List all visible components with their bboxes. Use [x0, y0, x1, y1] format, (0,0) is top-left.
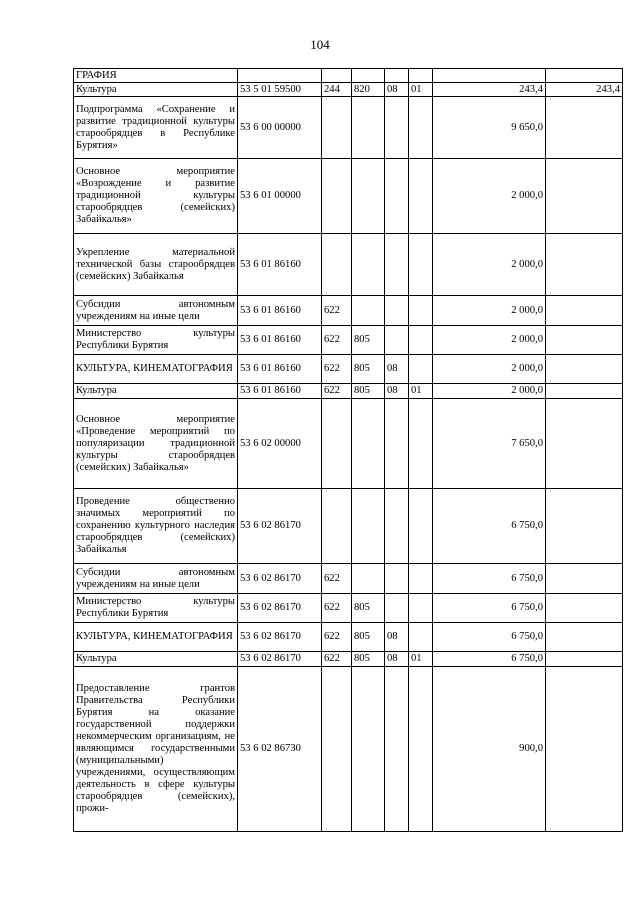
row-vr [322, 489, 352, 564]
row-pr [409, 296, 433, 326]
row-vr [322, 69, 352, 83]
row-pr [409, 159, 433, 234]
row-sum: 6 750,0 [433, 594, 546, 623]
row-rz [385, 667, 409, 832]
row-sum-2 [546, 234, 623, 296]
row-sum: 2 000,0 [433, 234, 546, 296]
table-row [74, 326, 623, 355]
row-pr [409, 97, 433, 159]
row-ved: 805 [352, 594, 385, 623]
row-sum: 2 000,0 [433, 326, 546, 355]
row-name: Культура [74, 83, 238, 97]
row-ved: 820 [352, 83, 385, 97]
row-ved [352, 97, 385, 159]
row-ved: 805 [352, 384, 385, 399]
table-row [74, 355, 623, 384]
row-name: КУЛЬТУРА, КИНЕМАТОГРАФИЯ [74, 623, 238, 652]
row-ved [352, 159, 385, 234]
row-ved [352, 667, 385, 832]
row-name: Министерство культуры Республики Бурятия [74, 326, 238, 355]
row-sum-2 [546, 489, 623, 564]
row-vr [322, 399, 352, 489]
row-vr: 622 [322, 296, 352, 326]
row-pr: 01 [409, 83, 433, 97]
row-vr: 244 [322, 83, 352, 97]
row-name: Субсидии автономным учреждениям на иные цели [74, 296, 238, 326]
row-name: Министерство культуры Республики Бурятия [74, 594, 238, 623]
row-ved: 805 [352, 355, 385, 384]
row-name: Укрепление материальной технической базы старообрядцев (семейских) Забайкалья [74, 234, 238, 296]
table-row [74, 159, 623, 234]
row-sum: 900,0 [433, 667, 546, 832]
row-sum-2 [546, 355, 623, 384]
row-name: Субсидии автономным учреждениям на иные цели [74, 564, 238, 594]
row-code: 53 6 02 86170 [238, 652, 322, 667]
row-name: КУЛЬТУРА, КИНЕМАТОГРАФИЯ [74, 355, 238, 384]
row-sum-2 [546, 69, 623, 83]
row-rz [385, 594, 409, 623]
row-code: 53 6 00 00000 [238, 97, 322, 159]
row-name: Основное мероприятие «Возрождение и развитие традиционной культуры старообрядцев (семейских) Забайкалья» [74, 159, 238, 234]
row-code: 53 5 01 59500 [238, 83, 322, 97]
row-code: 53 6 02 00000 [238, 399, 322, 489]
row-vr [322, 159, 352, 234]
row-ved [352, 234, 385, 296]
row-vr: 622 [322, 623, 352, 652]
row-vr: 622 [322, 326, 352, 355]
row-name: Подпрограмма «Сохранение и развитие традиционной культуры старообрядцев в Республике Бурятия» [74, 97, 238, 159]
row-pr: 01 [409, 652, 433, 667]
row-rz: 08 [385, 652, 409, 667]
row-pr [409, 399, 433, 489]
row-vr: 622 [322, 594, 352, 623]
row-rz: 08 [385, 384, 409, 399]
row-vr [322, 234, 352, 296]
table-row [74, 623, 623, 652]
row-rz [385, 326, 409, 355]
table-row [74, 652, 623, 667]
row-sum: 6 750,0 [433, 564, 546, 594]
row-pr [409, 564, 433, 594]
row-name: ГРАФИЯ [74, 69, 238, 83]
row-sum-2 [546, 564, 623, 594]
row-rz [385, 399, 409, 489]
row-name: Культура [74, 652, 238, 667]
row-sum: 2 000,0 [433, 355, 546, 384]
row-pr [409, 667, 433, 832]
table-row [74, 83, 623, 97]
row-code: 53 6 01 86160 [238, 296, 322, 326]
row-vr: 622 [322, 652, 352, 667]
page-number: 104 [310, 37, 330, 52]
row-ved [352, 564, 385, 594]
row-code: 53 6 01 86160 [238, 355, 322, 384]
row-rz: 08 [385, 83, 409, 97]
row-sum-2 [546, 326, 623, 355]
row-sum-2 [546, 652, 623, 667]
row-rz: 08 [385, 623, 409, 652]
row-pr [409, 355, 433, 384]
row-ved: 805 [352, 623, 385, 652]
row-pr [409, 234, 433, 296]
row-name: Предоставление грантов Правительства Республики Бурятия на оказание государственной поддержки некоммерческим организациям, не являющимся государственными (муниципальными) учреждениями, осуществляющим деятельность в сфере культуры старообрядцев (семейских), прожи- [74, 667, 238, 832]
row-rz [385, 296, 409, 326]
row-sum: 7 650,0 [433, 399, 546, 489]
row-ved [352, 69, 385, 83]
row-sum-2 [546, 594, 623, 623]
row-vr [322, 97, 352, 159]
row-code [238, 69, 322, 83]
row-rz [385, 489, 409, 564]
row-code: 53 6 02 86170 [238, 564, 322, 594]
row-sum-2 [546, 399, 623, 489]
row-rz: 08 [385, 355, 409, 384]
row-pr [409, 489, 433, 564]
row-sum: 6 750,0 [433, 489, 546, 564]
row-vr: 622 [322, 384, 352, 399]
row-rz [385, 97, 409, 159]
row-name: Культура [74, 384, 238, 399]
row-pr [409, 69, 433, 83]
row-sum-2 [546, 623, 623, 652]
row-sum-2 [546, 667, 623, 832]
row-sum: 243,4 [433, 83, 546, 97]
table-row [74, 234, 623, 296]
row-code: 53 6 01 86160 [238, 234, 322, 296]
row-ved: 805 [352, 652, 385, 667]
row-ved: 805 [352, 326, 385, 355]
table-row [74, 399, 623, 489]
row-sum: 6 750,0 [433, 623, 546, 652]
row-rz [385, 564, 409, 594]
row-sum-2: 243,4 [546, 83, 623, 97]
row-sum-2 [546, 384, 623, 399]
row-sum: 2 000,0 [433, 159, 546, 234]
table-row [74, 384, 623, 399]
row-vr: 622 [322, 564, 352, 594]
row-ved [352, 296, 385, 326]
budget-table [73, 68, 623, 832]
table-row [74, 296, 623, 326]
row-code: 53 6 01 86160 [238, 326, 322, 355]
row-rz [385, 69, 409, 83]
table-row [74, 594, 623, 623]
row-vr [322, 667, 352, 832]
row-sum: 2 000,0 [433, 384, 546, 399]
row-name: Основное мероприятие «Проведение мероприятий по популяризации традиционной культуры старообрядцев (семейских) Забайкалья» [74, 399, 238, 489]
table-row [74, 97, 623, 159]
row-name: Проведение общественно значимых мероприятий по сохранению культурного наследия старообрядцев (семейских) Забайкалья [74, 489, 238, 564]
row-pr: 01 [409, 384, 433, 399]
row-code: 53 6 02 86170 [238, 623, 322, 652]
row-sum: 9 650,0 [433, 97, 546, 159]
row-code: 53 6 01 00000 [238, 159, 322, 234]
row-rz [385, 234, 409, 296]
row-vr: 622 [322, 355, 352, 384]
table-row [74, 69, 623, 83]
row-pr [409, 623, 433, 652]
row-sum-2 [546, 296, 623, 326]
row-ved [352, 489, 385, 564]
row-sum-2 [546, 159, 623, 234]
row-code: 53 6 02 86170 [238, 489, 322, 564]
row-sum: 6 750,0 [433, 652, 546, 667]
table-row [74, 564, 623, 594]
row-ved [352, 399, 385, 489]
row-sum-2 [546, 97, 623, 159]
row-code: 53 6 01 86160 [238, 384, 322, 399]
row-rz [385, 159, 409, 234]
table-row [74, 489, 623, 564]
row-pr [409, 326, 433, 355]
row-code: 53 6 02 86730 [238, 667, 322, 832]
table-row [74, 667, 623, 832]
row-code: 53 6 02 86170 [238, 594, 322, 623]
row-sum: 2 000,0 [433, 296, 546, 326]
row-pr [409, 594, 433, 623]
row-sum [433, 69, 546, 83]
